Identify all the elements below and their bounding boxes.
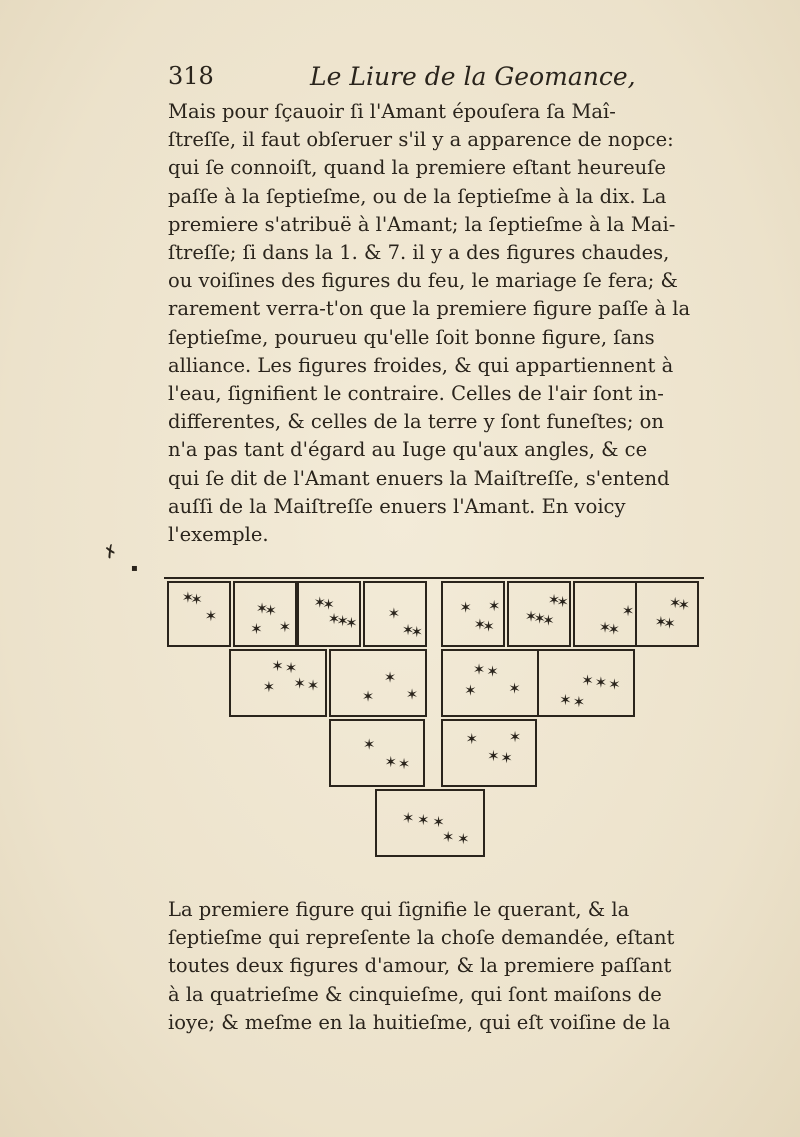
geomancy-point-mark: ✶ [417,811,430,829]
geomancy-diagram [160,570,720,870]
geomancy-point-mark: ✶ [663,614,676,633]
page-header [168,62,708,98]
geomancy-point-mark: ✶ [313,593,327,612]
text-line: toutes deux figures d'amour, & la premiere paſſant [168,954,672,978]
geomancy-point-mark: ✶ [397,754,411,773]
text-line: ſeptieſme qui repreſente la choſe demandée, eſtant [168,926,675,950]
geomancy-point-mark: ✶ [250,619,263,638]
geomancy-point-mark: ✶ [336,612,349,631]
geomancy-point-mark: ✶ [190,590,203,609]
geomancy-point-mark: ✶ [487,596,501,615]
geomancy-point-mark: ✶ [621,601,635,620]
text-line: qui ſe connoiſt, quand la premiere eſtant heureuſe [168,156,666,180]
text-line: alliance. Les figures froides, & qui appartiennent à [168,353,674,377]
text-line: paſſe à la ſeptieſme, ou de la ſeptieſme à la dix. La [168,184,667,208]
geomancy-point-mark: ✶ [264,601,277,620]
geomancy-point-mark: ✶ [572,692,586,711]
text-line: l'exemple. [168,523,269,547]
geomancy-point-mark: ✶ [508,727,522,746]
text-line: ſeptieſme, pourueu qu'elle ſoit bonne figure, ſans [168,325,655,349]
geomancy-point-mark: ✶ [262,678,276,697]
geomancy-point-mark: ✶ [306,676,320,695]
geomancy-point-mark: ✶ [524,607,538,626]
geomancy-point-mark: ✶ [594,673,608,692]
geomancy-point-mark: ✶ [278,617,292,636]
paragraph-1 [168,98,708,549]
geomancy-point-mark: ✶ [677,596,691,615]
geomancy-point-mark: ✶ [383,668,397,687]
geomancy-point-mark: ✶ [598,618,612,637]
text-line: ioye; & meſme en la huitieſme, qui eſt voiſine de la [168,1010,671,1034]
geomancy-point-mark: ✶ [459,598,472,617]
geomancy-point-mark: ✶ [668,594,682,613]
text-line: l'eau, ſignifient le contraire. Celles de l'air ſont in- [168,382,664,406]
geomancy-point-mark: ✶ [387,604,401,623]
geomancy-point-mark: ✶ [654,612,668,631]
geomancy-point-mark: ✶ [581,671,594,690]
geomancy-point-mark: ✶ [401,809,415,827]
geomancy-point-mark: ✶ [405,685,419,704]
geomancy-point-mark: ✶ [607,620,621,639]
geomancy-point-mark: ✶ [465,729,479,748]
paragraph-2 [168,896,708,1037]
text-line: ſtreſſe; ſi dans la 1. & 7. il y a des figures chaudes, [168,241,670,265]
text-line: auſſi de la Maiſtreſſe enuers l'Amant. En voicy [168,494,626,518]
geomancy-point-mark: ✶ [457,830,470,849]
geomancy-shield-figure [160,570,720,870]
margin-dot: ▪ [131,563,138,574]
text-line: rarement verra-t'on que la premiere figure paſſe à la [168,297,691,321]
geomancy-point-mark: ✶ [464,681,477,700]
geomancy-point-mark: ✶ [486,662,499,681]
geomancy-point-mark: ✶ [345,614,358,633]
geomancy-point-mark: ✶ [533,609,546,628]
running-title: Le Liure de la Geomance, [310,62,636,91]
text-line: à la quatrieſme & cinquieſme, qui ſont maiſons de [168,982,662,1006]
geomancy-point-mark: ✶ [441,828,455,847]
geomancy-point-mark: ✶ [362,735,376,754]
text-line: n'a pas tant d'égard au Iuge qu'aux angles, & ce [168,438,648,462]
geomancy-point-mark: ✶ [508,679,521,698]
geomancy-point-mark: ✶ [542,611,555,630]
text-line: Mais pour ſçauoir ſi l'Amant épouſera ſa Maî- [168,100,616,123]
geomancy-point-mark: ✶ [487,746,500,765]
geomancy-point-mark: ✶ [327,610,341,629]
geomancy-point-mark: ✶ [293,674,306,693]
geomancy-point-mark: ✶ [547,591,561,609]
text-line: ſtreſſe, il faut obſeruer s'il y a apparence de nopce: [168,128,674,152]
text-line: ou voiſines des figures du feu, le mariage ſe fera; & [168,269,678,293]
text-line: differentes, & celles de la terre y ſont funeſtes; on [168,410,664,434]
geomancy-point-mark: ✶ [556,593,569,611]
geomancy-point-mark: ✶ [204,607,218,625]
geomancy-point-mark: ✶ [500,748,513,767]
geomancy-point-mark: ✶ [284,659,298,678]
geomancy-point-mark: ✶ [384,752,398,771]
text-line: qui ſe dit de l'Amant enuers la Maiſtreſſe, s'entend [168,466,670,490]
geomancy-point-mark: ✶ [322,595,335,614]
geomancy-point-mark: ✶ [271,657,284,676]
geomancy-point-mark: ✶ [432,813,445,831]
geomancy-point-mark: ✶ [608,675,621,694]
figure-house-box [330,650,426,716]
text-line: La premiere figure qui ſignifie le querant, & la [168,898,630,921]
figure-house-box [442,650,538,716]
geomancy-point-mark: ✶ [472,660,486,679]
geomancy-point-mark: ✶ [361,687,375,706]
geomancy-point-mark: ✶ [401,621,415,640]
page-number: 318 [168,62,214,90]
geomancy-point-mark: ✶ [181,588,195,607]
margin-mark: ✗ [100,539,122,564]
figure-house-box [330,720,424,786]
geomancy-point-mark: ✶ [559,690,572,709]
geomancy-point-mark: ✶ [255,599,269,618]
geomancy-point-mark: ✶ [410,623,424,641]
geomancy-point-mark: ✶ [473,615,487,634]
text-line: premiere s'atribuë à l'Amant; la ſeptieſme à la Mai- [168,212,676,236]
geomancy-point-mark: ✶ [482,617,495,636]
